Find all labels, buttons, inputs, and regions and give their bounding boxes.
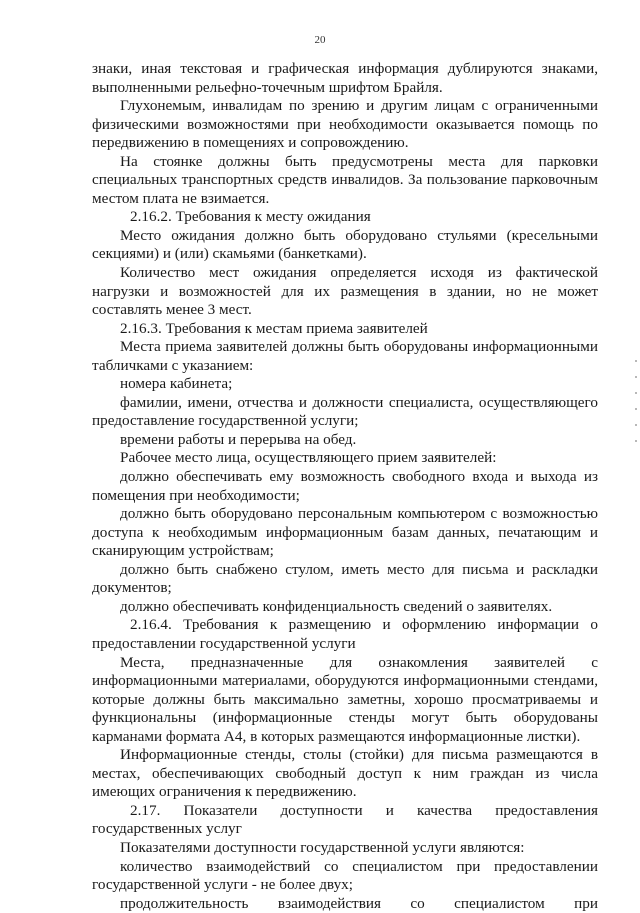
- paragraph: Место ожидания должно быть оборудовано стульями (кресельными секциями) и (или) скамьями (банкетками).: [92, 226, 598, 263]
- list-item: должно быть снабжено стулом, иметь место для письма и раскладки документов;: [92, 560, 598, 597]
- list-item: должно обеспечивать ему возможность свободного входа и выхода из помещения при необходимости;: [92, 468, 598, 504]
- paragraph: Места приема заявителей должны быть оборудованы информационными табличками с указанием:: [92, 338, 598, 374]
- section-heading-2-17: 2.17. Показатели доступности и качества предоставления государственных услуг: [92, 801, 598, 838]
- scan-edge-marks: [635, 360, 638, 470]
- list-item: номера кабинета;: [120, 375, 233, 393]
- paragraph: Глухонемым, инвалидам по зрению и другим лицам с ограниченными физическими возможностями при необходимости оказывается помощь по передвижению в помещениях и сопровождению.: [92, 97, 598, 152]
- paragraph: На стоянке должны быть предусмотрены места для парковки специальных транспортных средств инвалидов. За пользование парковочным местом плата не взимается.: [92, 152, 598, 207]
- section-heading-2-16-4: 2.16.4. Требования к размещению и оформлению информации о предоставлении государственной услуги: [92, 616, 598, 652]
- scan-dot: [635, 408, 637, 410]
- paragraph-continuation: знаки, иная текстовая и графическая информация дублируются знаками, выполненными рельефно-точечным шрифтом Брайля.: [92, 60, 598, 96]
- paragraph-cut-off: продолжительность взаимодействия со специалистом при: [120, 894, 598, 912]
- scan-dot: [635, 360, 637, 362]
- list-item: должно обеспечивать конфиденциальность сведений о заявителях.: [120, 597, 553, 615]
- section-heading-2-16-2: 2.16.2. Требования к месту ожидания: [130, 208, 371, 226]
- paragraph: Показателями доступности государственной услуги являются:: [120, 838, 525, 856]
- paragraph: Места, предназначенные для ознакомления заявителей с информационными материалами, оборудуются информационными стендами, которые должны быть максимально заметны, хорошо просматриваемы и функциональны (информационные стенды могут быть оборудованы карманами формата А4, в которых размещаются информационные листки).: [92, 653, 598, 745]
- paragraph: Количество мест ожидания определяется исходя из фактической нагрузки и возможностей для их размещения в здании, но не может составлять менее 3 мест.: [92, 264, 598, 319]
- list-item: должно быть оборудовано персональным компьютером с возможностью доступа к необходимым информационным базам данных, печатающим и сканирующим устройствам;: [92, 505, 598, 560]
- page-number: 20: [314, 34, 326, 46]
- document-body: [92, 60, 598, 913]
- list-item: времени работы и перерыва на обед.: [120, 430, 357, 448]
- section-heading-2-16-3: 2.16.3. Требования к местам приема заявителей: [120, 319, 428, 337]
- scan-dot: [635, 376, 637, 378]
- paragraph: Рабочее место лица, осуществляющего прием заявителей:: [120, 449, 497, 467]
- paragraph: Информационные стенды, столы (стойки) для письма размещаются в местах, обеспечивающих свободный доступ к ним граждан из числа имеющих ограничения к передвижению.: [92, 746, 598, 801]
- scan-dot: [635, 440, 637, 442]
- list-item: количество взаимодействий со специалистом при предоставлении государственной услуги - не более двух;: [92, 857, 598, 894]
- list-item: фамилии, имени, отчества и должности специалиста, осуществляющего предоставление государственной услуги;: [92, 393, 598, 430]
- scan-dot: [635, 392, 637, 394]
- scan-dot: [635, 424, 637, 426]
